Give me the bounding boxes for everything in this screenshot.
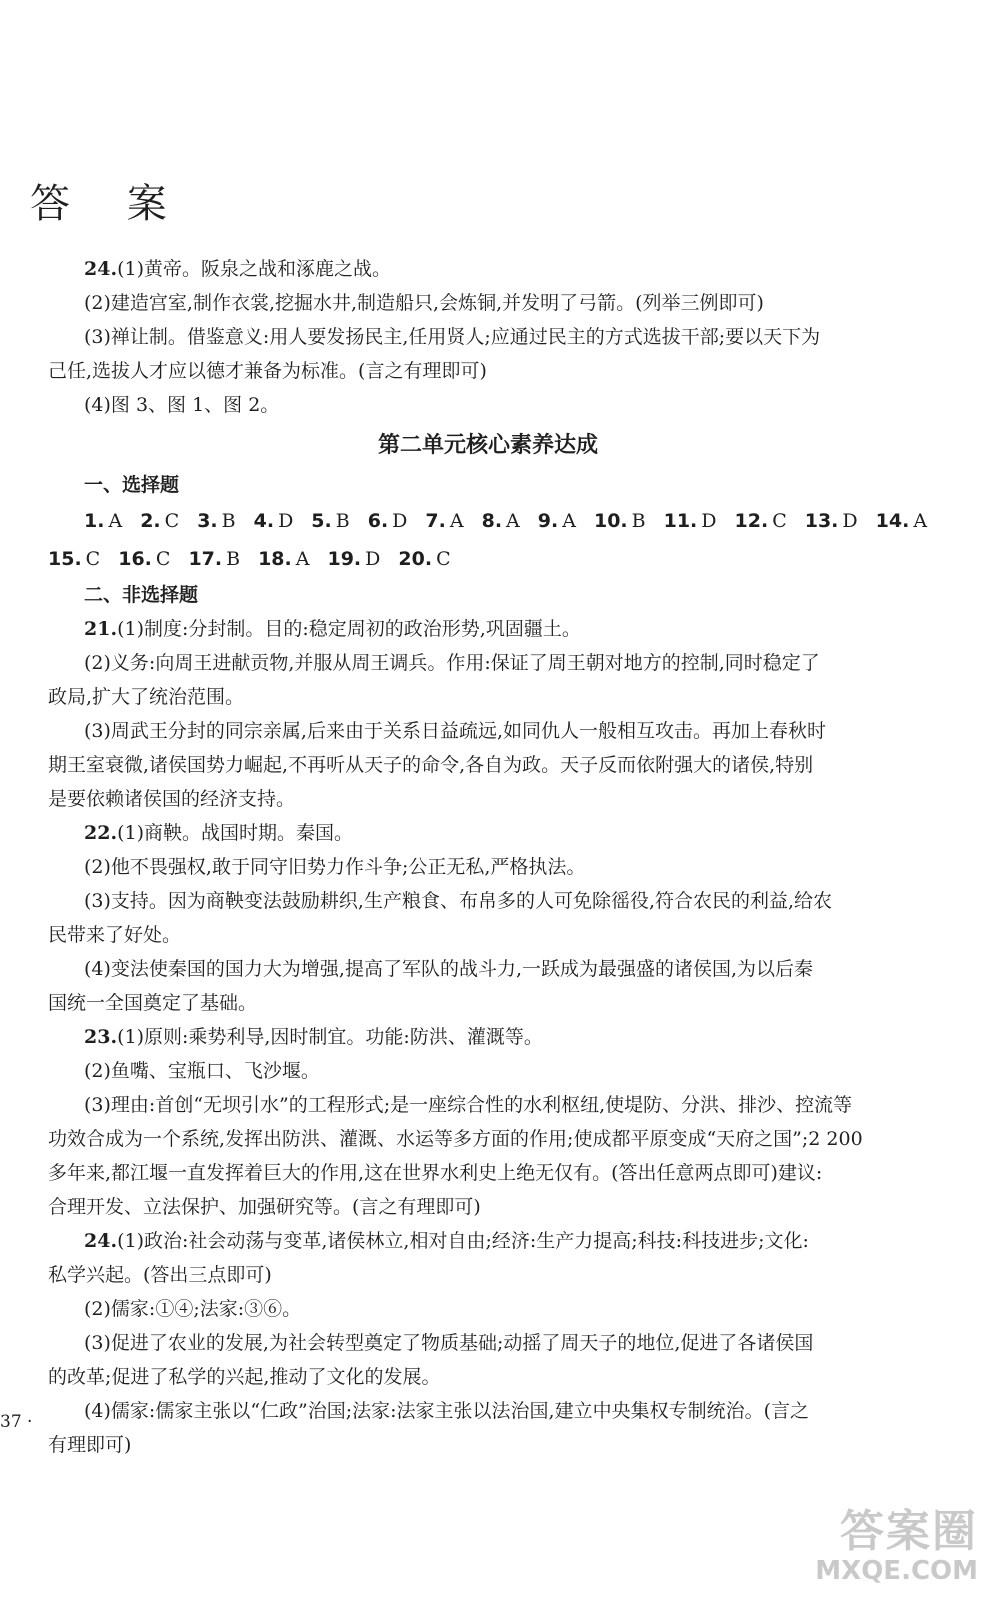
choice-number: 11. bbox=[663, 510, 698, 532]
choice-letter: A bbox=[506, 510, 520, 532]
choice-answer bbox=[538, 502, 576, 540]
q22-line-2: (2)他不畏强权,敢于同守旧势力作斗争;公正无私,严格执法。 bbox=[84, 856, 586, 878]
choice-number: 12. bbox=[734, 510, 769, 532]
choice-number: 18. bbox=[258, 548, 292, 570]
choice-letter: D bbox=[392, 510, 408, 532]
watermark-logo bbox=[778, 1508, 978, 1590]
choice-letter: D bbox=[842, 510, 858, 532]
choice-letter: A bbox=[913, 510, 928, 532]
page-heading: 答 案 bbox=[30, 181, 189, 227]
choice-answer bbox=[594, 502, 646, 540]
choice-letter: C bbox=[772, 510, 787, 532]
choice-answer bbox=[118, 540, 170, 578]
q24b-line-3b: 的改革;促进了私学的兴起,推动了文化的发展。 bbox=[48, 1366, 441, 1388]
choice-number: 20. bbox=[398, 548, 433, 570]
choice-answer bbox=[327, 540, 380, 578]
choice-answer bbox=[197, 502, 235, 540]
q23-line-3a: (3)理由:首创“无坝引水”的工程形式;是一座综合性的水利枢纽,使堤防、分洪、排沙、控流等 bbox=[84, 1094, 853, 1116]
choice-letter: B bbox=[226, 548, 241, 570]
choice-answer bbox=[805, 502, 858, 540]
choice-letter: B bbox=[335, 510, 350, 532]
choice-number: 10. bbox=[593, 510, 628, 532]
choice-answer bbox=[735, 502, 787, 540]
choice-number: 7. bbox=[425, 510, 446, 532]
q24-line-2: (2)建造宫室,制作衣裳,挖掘水井,制造船只,会炼铜,并发明了弓箭。(列举三例即可) bbox=[84, 292, 764, 314]
q21-line-3a: (3)周武王分封的同宗亲属,后来由于关系日益疏远,如同仇人一般相互攻击。再加上春秋时 bbox=[84, 720, 826, 742]
q22-line-1: 22.(1)商鞅。战国时期。秦国。 bbox=[84, 822, 353, 844]
q22-line-3b: 民带来了好处。 bbox=[48, 924, 182, 946]
choice-letter: C bbox=[155, 548, 171, 570]
choice-answers-row-1 bbox=[48, 502, 928, 540]
q23-line-2: (2)鱼嘴、宝瓶口、飞沙堰。 bbox=[84, 1060, 320, 1082]
q24b-line-1b: 私学兴起。(答出三点即可) bbox=[48, 1264, 272, 1286]
q21-line-2b: 政局,扩大了统治范围。 bbox=[48, 686, 245, 708]
choice-number: 3. bbox=[197, 510, 218, 532]
q23-line-3c: 多年来,都江堰一直发挥着巨大的作用,这在世界水利史上绝无仅有。(答出任意两点即可)建议: bbox=[48, 1162, 823, 1184]
choice-answer bbox=[482, 502, 520, 540]
choice-number: 16. bbox=[118, 548, 152, 570]
choice-answer bbox=[876, 502, 927, 540]
choice-letter: B bbox=[221, 510, 236, 532]
choice-number: 14. bbox=[875, 510, 910, 532]
q22-line-4b: 国统一全国奠定了基础。 bbox=[48, 992, 258, 1014]
q24-line-4: (4)图 3、图 1、图 2。 bbox=[84, 394, 280, 416]
choice-letter: B bbox=[631, 510, 646, 532]
q21-line-3b: 期王室衰微,诸侯国势力崛起,不再听从天子的命令,各自为政。天子反而依附强大的诸侯,特别 bbox=[48, 754, 814, 776]
choice-answer bbox=[254, 502, 294, 540]
q24b-line-4a: (4)儒家:儒家主张以“仁政”治国;法家:法家主张以法治国,建立中央集权专制统治。(言之 bbox=[84, 1400, 809, 1422]
choice-number: 4. bbox=[253, 510, 275, 532]
q22-line-4a: (4)变法使秦国的国力大为增强,提高了军队的战斗力,一跃成为最强盛的诸侯国,为以后秦 bbox=[84, 958, 814, 980]
q21-line-2a: (2)义务:向周王进献贡物,并服从周王调兵。作用:保证了周王朝对地方的控制,同时稳定了 bbox=[84, 652, 820, 674]
choice-answer bbox=[425, 502, 463, 540]
question-number: 22. bbox=[84, 822, 118, 844]
choice-answer bbox=[368, 502, 408, 540]
question-number: 24. bbox=[84, 1230, 118, 1252]
q23-line-1: 23.(1)原则:乘势利导,因时制宜。功能:防洪、灌溉等。 bbox=[84, 1026, 543, 1048]
question-number: 21. bbox=[84, 618, 118, 640]
choice-number: 2. bbox=[140, 510, 161, 532]
choice-letter: A bbox=[562, 510, 576, 532]
choice-number: 6. bbox=[367, 510, 389, 532]
choice-number: 19. bbox=[327, 548, 362, 570]
choice-letter: D bbox=[278, 510, 294, 532]
q23-line-3b: 功效合成为一个系统,发挥出防洪、灌溉、水运等多方面的作用;使成都平原变成“天府之国”;2 200 bbox=[48, 1128, 863, 1150]
q21-line-1: 21.(1)制度:分封制。目的:稳定周初的政治形势,巩固疆土。 bbox=[84, 618, 581, 640]
choice-letter: C bbox=[164, 510, 180, 532]
choice-letter: A bbox=[449, 510, 464, 532]
question-number: 24. bbox=[84, 258, 118, 280]
choice-letter: D bbox=[365, 548, 381, 570]
choice-number: 13. bbox=[804, 510, 839, 532]
choice-letter: C bbox=[436, 548, 451, 570]
choice-answer bbox=[140, 502, 179, 540]
choice-letter: A bbox=[108, 510, 123, 532]
page-number: 37 · bbox=[0, 1412, 33, 1432]
unit-title: 第二单元核心素养达成 bbox=[377, 433, 598, 458]
choice-number: 17. bbox=[188, 548, 223, 570]
choice-answers-row-2 bbox=[48, 540, 928, 578]
q24b-line-4b: 有理即可) bbox=[48, 1434, 132, 1456]
choice-letter: C bbox=[85, 548, 101, 570]
choice-number: 15. bbox=[48, 548, 82, 570]
q24b-line-2: (2)儒家:①④;法家:③⑥。 bbox=[84, 1298, 302, 1320]
q24-line-1: 24.(1)黄帝。阪泉之战和涿鹿之战。 bbox=[84, 258, 391, 280]
section-choice-title: 一、选择题 bbox=[84, 474, 180, 496]
q24-line-3b: 己任,选拔人才应以德才兼备为标准。(言之有理即可) bbox=[48, 360, 487, 382]
choice-answer bbox=[84, 502, 122, 540]
section-nonchoice-title: 二、非选择题 bbox=[84, 584, 199, 606]
q23-line-3d: 合理开发、立法保护、加强研究等。(言之有理即可) bbox=[48, 1196, 481, 1218]
choice-answer bbox=[48, 540, 100, 578]
choice-answer bbox=[398, 540, 450, 578]
choice-number: 1. bbox=[84, 510, 105, 532]
choice-answer bbox=[188, 540, 240, 578]
choice-answer bbox=[258, 540, 309, 578]
choice-answer bbox=[664, 502, 717, 540]
watermark-top-text: 答案圈 bbox=[840, 1506, 978, 1557]
q24b-line-1a: 24.(1)政治:社会动荡与变革,诸侯林立,相对自由;经济:生产力提高;科技:科技进步;文化: bbox=[84, 1230, 809, 1252]
choice-number: 8. bbox=[481, 510, 503, 532]
q24b-line-3a: (3)促进了农业的发展,为社会转型奠定了物质基础;动摇了周天子的地位,促进了各诸侯国 bbox=[84, 1332, 814, 1354]
choice-number: 5. bbox=[311, 510, 332, 532]
answer-content bbox=[48, 252, 928, 1462]
choice-answer bbox=[311, 502, 349, 540]
q24-line-3a: (3)禅让制。借鉴意义:用人要发扬民主,任用贤人;应通过民主的方式选拔干部;要以天下为 bbox=[84, 326, 821, 348]
choice-letter: D bbox=[701, 510, 717, 532]
q21-line-3c: 是要依赖诸侯国的经济支持。 bbox=[48, 788, 296, 810]
q22-line-3a: (3)支持。因为商鞅变法鼓励耕织,生产粮食、布帛多的人可免除徭役,符合农民的利益,给农 bbox=[84, 890, 833, 912]
question-number: 23. bbox=[84, 1026, 118, 1048]
choice-number: 9. bbox=[537, 510, 559, 532]
choice-letter: A bbox=[295, 548, 310, 570]
watermark-bottom-text: MXQE.COM bbox=[815, 1556, 978, 1586]
